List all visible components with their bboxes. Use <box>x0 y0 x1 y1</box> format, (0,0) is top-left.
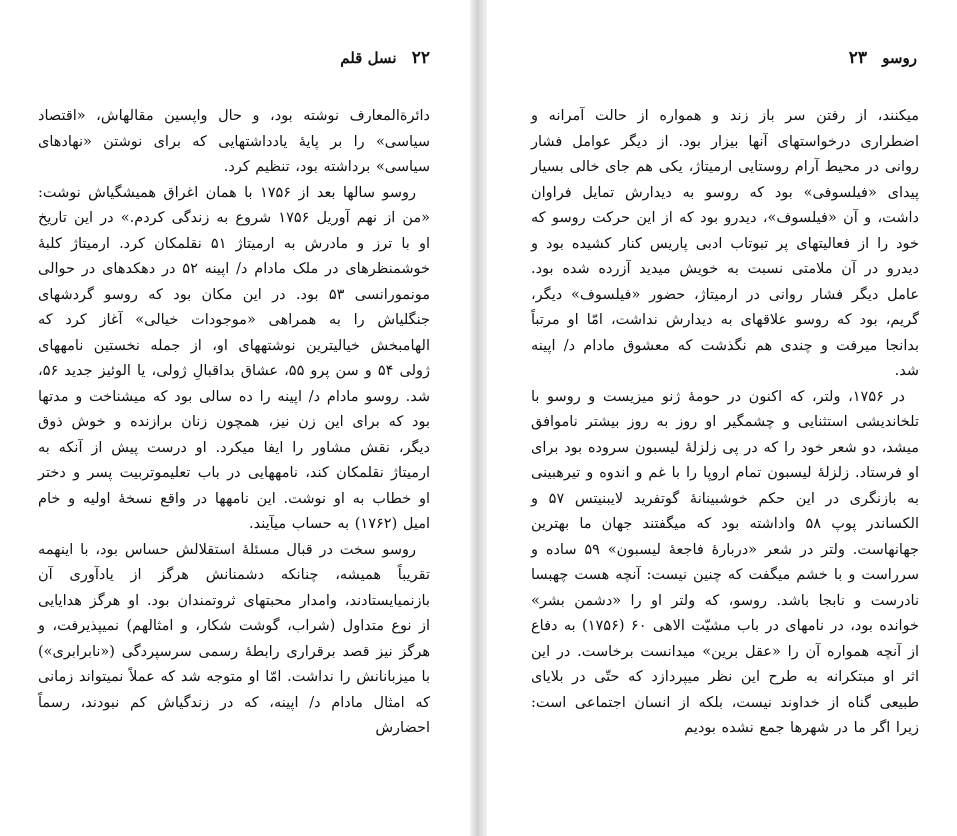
body-text <box>531 104 919 742</box>
paragraph: در ۱۷۵۶، ولتر، که اکنون در حومهٔ ژنو میزیست و روسو با تلخاندیشی استثنایی و چشمگیر او روز به روز بیشتر ناموافق میشد، دو شعر خود را که در پی زلزلهٔ لیسبون سروده بود برای او فرستاد. زلزلهٔ لیسبون تمام اروپا را با غم و اندوه و تیرهبینی به بازنگری در این حکم خوشبینانهٔ گوتفرید لایبنیتس ۵۷ و الکساندر پوپ ۵۸ واداشته بود که میگفتند جهان ما بهترین جهانهاست. ولتر در شعر «دربارهٔ فاجعهٔ لیسبون» ۵۹ ساده و سرراست و با خشم میگفت که چنین نیست: آنچه هست چهبسا نادرست و نابجا باشد. روسو، که ولتر او را «دشمن بشر» خوانده بود، در نامهای در باب مشیّت الاهی ۶۰ (۱۷۵۶) به دفاع از آنچه همواره آن را «عقل برین» میدانست برخاست. در این اثر او مبتکرانه به طرح این نظر میپردازد که حتّی در بلایای طبیعی گناه از خداوند نیست، بلکه از انسان اجتماعی است: زیرا اگر ما در شهرها جمع نشده بودیم <box>531 388 920 736</box>
page-header <box>849 48 917 72</box>
book-spine-gutter <box>470 0 487 836</box>
paragraph: دائرةالمعارف نوشته بود، و حال واپسین مقالهاش، «اقتصاد سیاسی» را بر پایهٔ یادداشتهایی که برای نوشتن «نهادهای سیاسی» برداشته بود، تنظیم کرد. <box>38 108 430 175</box>
paragraph: روسو سالها بعد از ۱۷۵۶ با همان اغراق همیشگیاش نوشت: «من از نهم آوریل ۱۷۵۶ شروع به زندگی کردم.» در این تاریخ او با ترز و مادرش به ارمیتاژ ۵۱ نقلمکان کرد. ارمیتاژ کلبهٔ خوشمنظرهای در ملک مادام د/ اپینه ۵۲ در دهکدهای در حوالی مونمورانسی ۵۳ بود. در این مکان بود که روسو گردشهای جنگلیاش را به همراهی «موجودات خیالی» آغاز کرد که الهامبخش خیالیترین نوشتههای او، از جمله نخستین نامههای ژولی ۵۴ و سن پرو ۵۵، عشاق بداقبالِ ژولی، یا الوئیز جدید ۵۶، شد. روسو مادام د/ اپینه را ده سالی بود که میشناخت و مدتها بود که برای این زن نیز، همچون زنان برازنده و خوش ذوق دیگر، نقش مشاور را ایفا میکرد. او درست پیش از آنکه به ارمیتاژ نقلمکان کند، نامههایی در باب تعلیموتربیت پسر و دختر او خطاب به او نوشت. این نامهها در واقع نسخهٔ اولیه و خام امیل (۱۷۶۲) به حساب میآیند. <box>38 184 431 532</box>
body-text <box>38 104 430 742</box>
paragraph: میکنند، از رفتن سر باز زند و همواره از حالت آمرانه و اضطراری درخواستهای آنها بیزار بود. از دیگر عوامل فشار روانی در محیط آرام روستایی ارمیتاژ، یکی هم جای خالی بسیار پیدای «فیلسوفی» بود که روسو به دیدارش تمایل فراوان داشت، و آن «فیلسوف»، دیدرو بود که از این حرکت روسو که خود را از فعالیتهای پر تبوتاب ادبی پاریس کنار کشیده بود و دیدرو در آن ملامتی نسبت به خویش میدید آزرده شده بود. عامل دیگر فشار روانی در ارمیتاژ، حضور «فیلسوف» دیگر، گریم، بود که روسو علاقهای به دیدارش نداشت، امّا او مرتباً بدانجا میرفت و چندی هم نگذشت که معشوق مادام د/ اپینه شد. <box>531 108 919 379</box>
right-page <box>487 0 957 836</box>
paragraph: روسو سخت در قبال مسئلهٔ استقلالش حساس بود، با اینهمه تقریباً همیشه، چنانکه دشمنانش هرگز از یادآوری آن بازنمیایستادند، وامدار محبتهای ثروتمندان بود. او هرگز هدایایی از نوع متداول (شراب، گوشت شکار، و امثالهم) نمیپذیرفت، و هرگز نیز قصد برقراری رابطهٔ رسمی سرسپردگی («نابرابری») با میزبانانش را نداشت. امّا او متوجه شد که عملاً نمیتواند زمانی که امثال مادام د/ اپینه، که در زندگیاش کم نبودند، رسماً احضارش <box>38 541 430 736</box>
page-number: ۲۲ <box>411 48 430 68</box>
running-title: نسل قلم <box>340 49 397 67</box>
left-page <box>0 0 470 836</box>
running-title: روسو <box>882 49 917 67</box>
page-header <box>340 48 430 72</box>
page-number: ۲۳ <box>848 48 867 68</box>
